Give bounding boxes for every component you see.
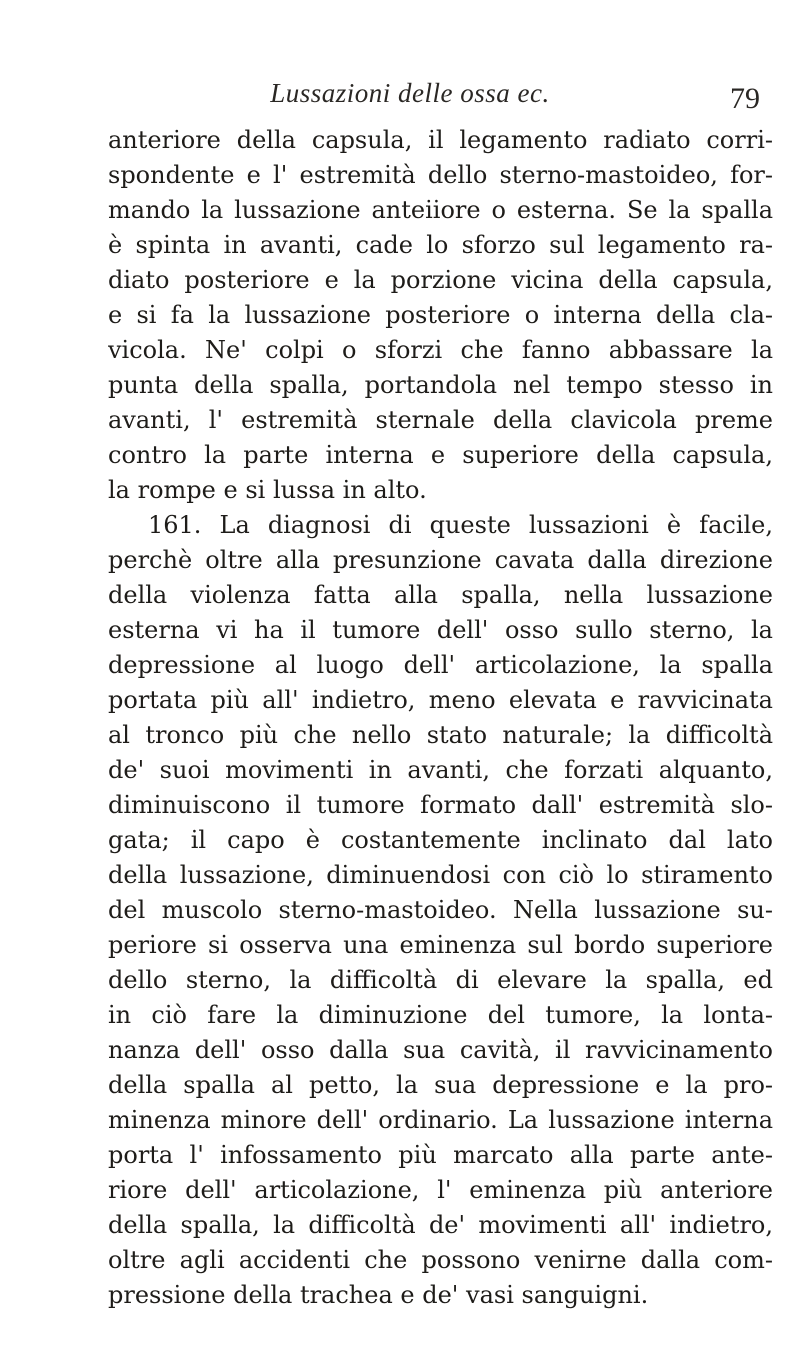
text-line: depressione al luogo dell' articolazione, la spalla xyxy=(108,651,773,679)
text-line: periore si osserva una eminenza sul bordo superiore xyxy=(108,931,773,959)
text-line: esterna vi ha il tumore dell' osso sullo sterno, la xyxy=(108,616,773,644)
paragraph-end-line: pressione della trachea e de' vasi sanguigni. xyxy=(108,1281,649,1309)
text-line: al tronco più che nello stato naturale; la difficoltà xyxy=(108,721,773,749)
text-line: della violenza fatta alla spalla, nella lussazione xyxy=(108,581,773,609)
text-line: minenza minore dell' ordinario. La lussazione interna xyxy=(108,1106,773,1134)
text-line: portata più all' indietro, meno elevata e ravvicinata xyxy=(108,686,773,714)
text-line: riore dell' articolazione, l' eminenza più anteriore xyxy=(108,1176,773,1204)
section-first-line: 161. La diagnosi di queste lussazioni è facile, xyxy=(148,511,773,539)
text-line: in ciò fare la diminuzione del tumore, la lonta- xyxy=(108,1001,773,1029)
text-line: nanza dell' osso dalla sua cavità, il ravvicinamento xyxy=(108,1036,773,1064)
text-line: del muscolo sterno-mastoideo. Nella lussazione su- xyxy=(108,896,773,924)
text-line: gata; il capo è costantemente inclinato dal lato xyxy=(108,826,773,854)
text-line: vicola. Ne' colpi o sforzi che fanno abbassare la xyxy=(108,336,773,364)
text-line: e si fa la lussazione posteriore o interna della cla- xyxy=(108,301,773,329)
text-line: dello sterno, la difficoltà di elevare la spalla, ed xyxy=(108,966,773,994)
text-line: porta l' infossamento più marcato alla parte ante- xyxy=(108,1141,773,1169)
text-line: de' suoi movimenti in avanti, che forzati alquanto, xyxy=(108,756,773,784)
text-line: anteriore della capsula, il legamento radiato corri- xyxy=(108,126,773,154)
text-line: punta della spalla, portandola nel tempo stesso in xyxy=(108,371,773,399)
paragraph-end-line: la rompe e si lussa in alto. xyxy=(108,476,427,504)
body-text xyxy=(108,123,773,1313)
text-line: avanti, l' estremità sternale della clavicola preme xyxy=(108,406,773,434)
page-header xyxy=(110,78,760,128)
text-line: diato posteriore e la porzione vicina della capsula, xyxy=(108,266,773,294)
running-head: Lussazioni delle ossa ec. xyxy=(270,78,550,108)
page-number: 79 xyxy=(730,82,760,115)
text-line: mando la lussazione anteiiore o esterna. Se la spalla xyxy=(108,196,773,224)
text-line: della lussazione, diminuendosi con ciò lo stiramento xyxy=(108,861,773,889)
text-line: è spinta in avanti, cade lo sforzo sul legamento ra- xyxy=(108,231,773,259)
text-line: contro la parte interna e superiore della capsula, xyxy=(108,441,773,469)
text-line: della spalla al petto, la sua depressione e la pro- xyxy=(108,1071,773,1099)
text-line: perchè oltre alla presunzione cavata dalla direzione xyxy=(108,546,773,574)
text-line: della spalla, la difficoltà de' movimenti all' indietro, xyxy=(108,1211,773,1239)
text-line: spondente e l' estremità dello sterno-mastoideo, for- xyxy=(108,161,773,189)
text-line: diminuiscono il tumore formato dall' estremità slo- xyxy=(108,791,773,819)
text-line: oltre agli accidenti che possono venirne dalla com- xyxy=(108,1246,773,1274)
